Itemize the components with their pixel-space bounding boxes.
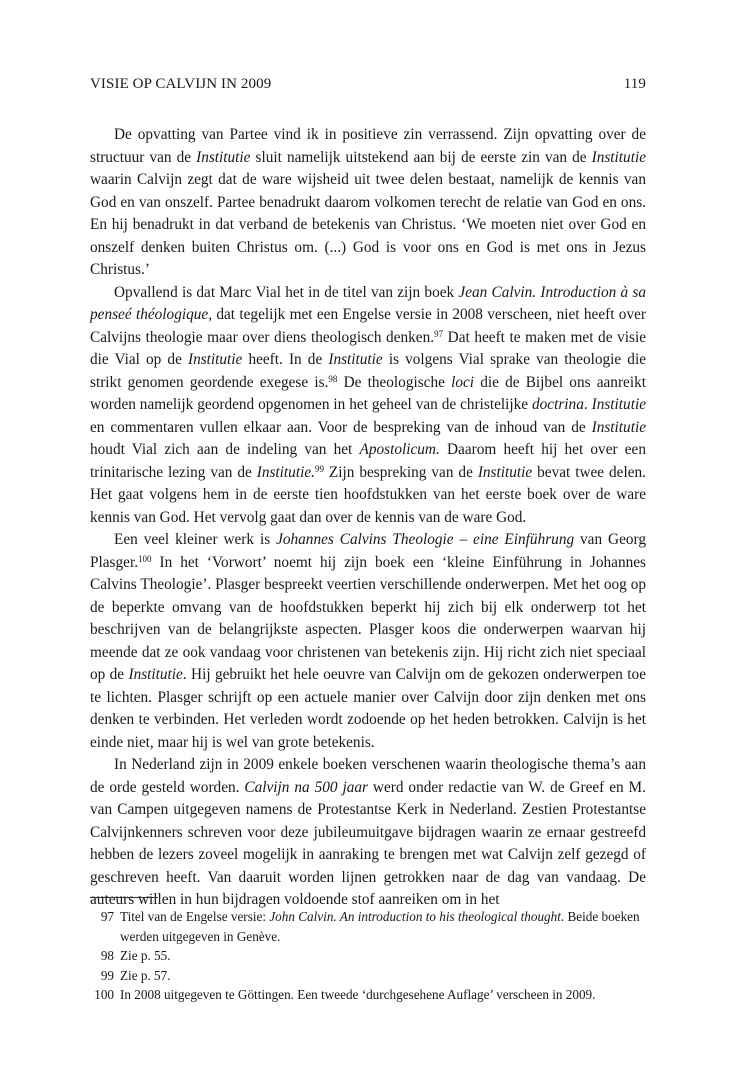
paragraph-3: Een veel kleiner werk is Johannes Calvins Theologie – eine Einführung van Georg Plasger.$^{100}$ In het ‘Vorwort’ noemt hij zijn boek een ‘kleine Einführung in Johannes Calvins Theologie’. Plasger bespreekt veertien verschillende onderwerpen. Met het oog op de beperkte omvang van de hoofdstukken beperkt hij zich bij elk onderwerp tot het beschrijven van de belangrijkste aspecten. Plasger koos die onderwerpen waarvan hij meende dat ze ook vandaag voor christenen van betekenis zijn. Hij richt zich niet speciaal op de Institutie. Hij gebruikt het hele oeuvre van Calvijn om de gekozen onderwerpen toe te lichten. Plasger schrijft op een actuele manier over Calvijn door zijn denken met ons denken te verbinden. Het verleden wordt zodoende op het heden betrokken. Calvijn is het einde niet, maar hij is wel van grote betekenis. — [90, 531, 646, 751]
body-text — [90, 124, 646, 912]
footnote-number: 100 — [94, 987, 114, 1003]
footnote-text: Titel van de Engelse versie: John Calvin. An introduction to his theological thought. Beide boeken werden uitgegeven in Genève. — [120, 909, 640, 944]
footnote-100 — [90, 985, 646, 1005]
footnote-98 — [90, 946, 646, 966]
footnote-number: 99 — [100, 967, 114, 983]
footnote-number: 98 — [100, 948, 114, 964]
footnote-ref-97[interactable]: 97 — [434, 328, 444, 339]
footnote-99 — [90, 966, 646, 986]
footnote-number: 97 — [100, 909, 114, 924]
running-header — [90, 76, 646, 93]
paragraph-1: De opvatting van Partee vind ik in positieve zin verrassend. Zijn opvatting over de structuur van de Institutie sluit namelijk uitstekend aan bij de eerste zin van de Institutie waarin Calvijn zegt dat de ware wijsheid uit twee delen bestaat, namelijk de kennis van God en van onszelf. Partee benadrukt daarom volkomen terecht de relatie van God en ons. En hij benadrukt in dat verband de betekenis van Christus. ‘We moeten niet over God en onszelf denken buiten Christus om. (...) God is voor ons en God is met ons in Jezus Christus.’ — [90, 126, 646, 278]
footnote-ref-99[interactable]: 99 — [314, 463, 324, 474]
paragraph-2: Opvallend is dat Marc Vial het in de titel van zijn boek Jean Calvin. Introduction à sa penseé théologique, dat tegelijk met een Engelse versie in 2008 verscheen, niet heeft over Calvijns theologie maar over diens theologisch denken.$^{97}$ Dat heeft te maken met de visie die Vial op de Institutie heeft. In de Institutie is volgens Vial sprake van theologie die strikt genomen geordende exegese is.$^{98}$ De theologische loci die de Bijbel ons aanreikt worden namelijk geordend opgenomen in het geheel van de christelijke doctrina. Institutie en commentaren vullen elkaar aan. Voor de bespreking van de inhoud van de Institutie houdt Vial zich aan de indeling van het Apostolicum. Daarom heeft hij het over een trinitarische lezing van de Institutie.$^{99}$ Zijn bespreking van de Institutie bevat twee delen. Het gaat volgens hem in de eerste tien hoofdstukken van het eerste boek over de ware kennis van God. Het vervolg gaat dan over de kennis van de ware God. — [90, 283, 646, 526]
footnote-text: Zie p. 57. — [120, 967, 171, 983]
page-number: 119 — [623, 76, 646, 92]
footnote-divider — [90, 897, 158, 898]
footnote-text: Zie p. 55. — [120, 948, 171, 964]
footnotes — [90, 907, 646, 1005]
footnote-ref-100[interactable]: 100 — [138, 553, 152, 564]
footnote-97 — [90, 907, 646, 946]
footnote-ref-98[interactable]: 98 — [328, 373, 338, 384]
footnote-text: In 2008 uitgegeven te Göttingen. Een tweede ‘durchgesehene Auflage’ verscheen in 2009. — [120, 987, 596, 1003]
paragraph-4: In Nederland zijn in 2009 enkele boeken verschenen waarin theologische thema’s aan de orde gesteld worden. Calvijn na 500 jaar werd onder redactie van W. de Greef en M. van Campen uitgegeven namens de Protestantse Kerk in Nederland. Zestien Protestantse Calvijnkenners schreven voor deze jubileumuitgave bijdragen waarin ze ernaar gestreefd hebben de lezers zoveel mogelijk in aanraking te brengen met wat Calvijn zelf gezegd of geschreven heeft. Van daaruit worden lijnen getrokken naar de dag van vandaag. De auteurs willen in hun bijdragen voldoende stof aanreiken om in het — [90, 756, 646, 908]
running-title: VISIE OP CALVIJN IN 2009 — [90, 76, 272, 92]
